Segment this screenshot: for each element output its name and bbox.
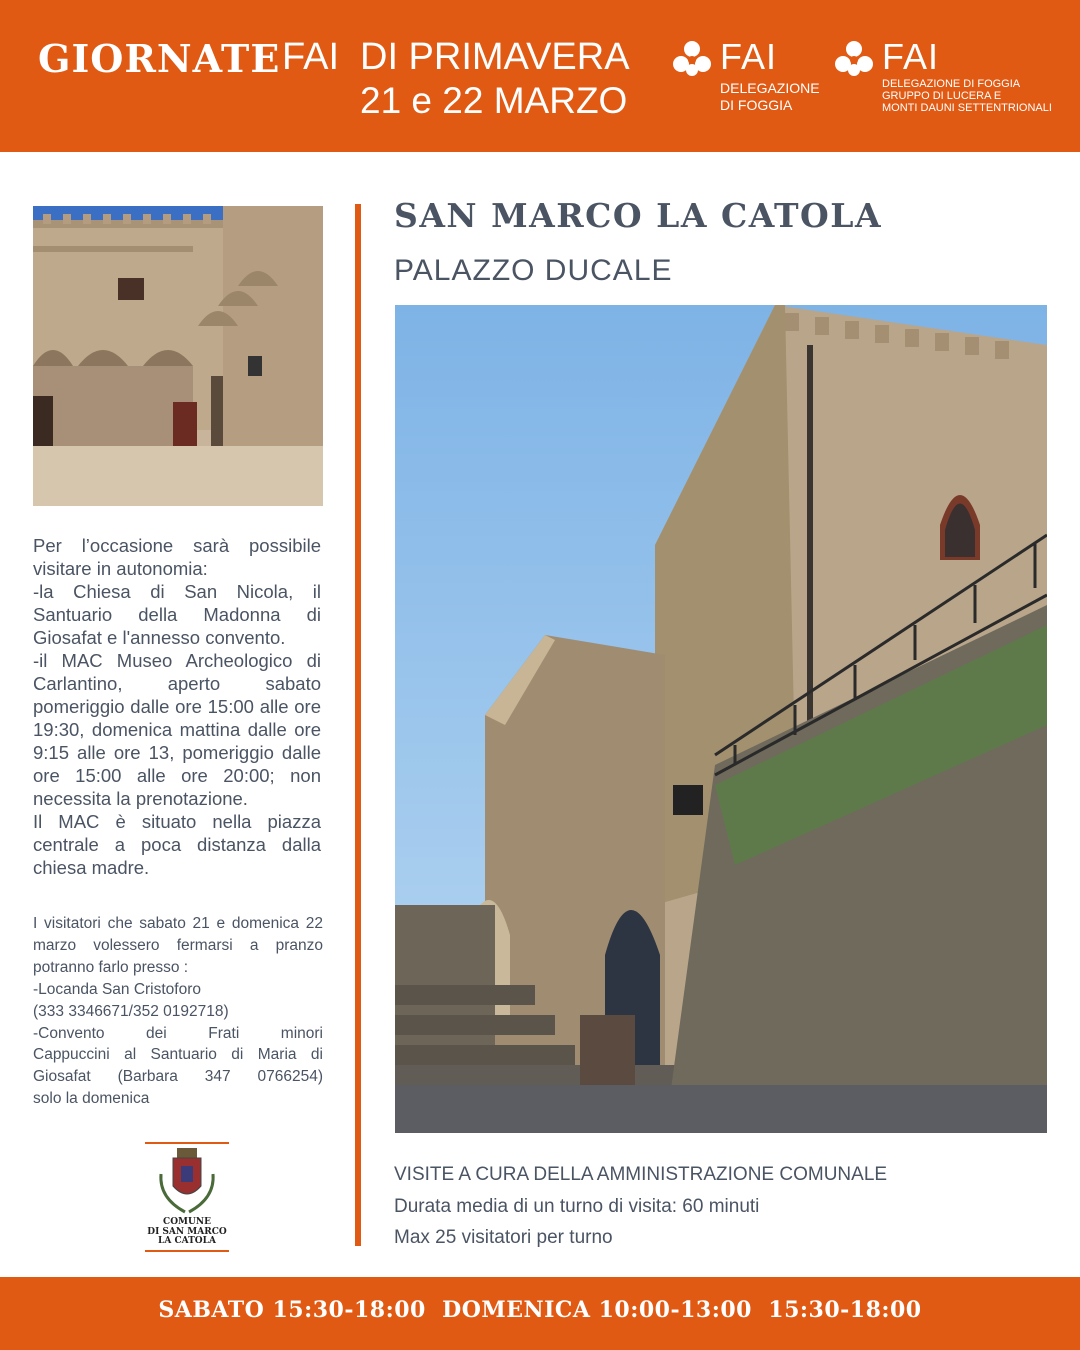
lunch-option-2-line3: Giosafat (Barbara 347 0766254) xyxy=(33,1068,323,1086)
fai-flower-icon xyxy=(672,40,712,80)
logo1-name: FAI xyxy=(720,36,778,77)
footer-banner xyxy=(0,1277,1080,1350)
municipality-emblem xyxy=(145,1142,229,1252)
visit-duration: Durata media di un turno di visita: 60 minuti xyxy=(394,1195,760,1217)
header-word-giornate: GIORNATE xyxy=(38,36,281,81)
page-title: SAN MARCO LA CATOLA xyxy=(394,196,883,235)
visit-organizer: VISITE A CURA DELLA AMMINISTRAZIONE COMUNALE xyxy=(394,1164,888,1185)
emblem-line2: DI SAN MARCO xyxy=(147,1226,227,1237)
logo2-subtitle xyxy=(882,78,1052,114)
lunch-option-2-line4: solo la domenica xyxy=(33,1090,150,1108)
lunch-intro: I visitatori che sabato 21 e domenica 22 marzo volessero fermarsi a pranzo potranno farlo presso : xyxy=(33,915,323,976)
opening-hours: SABATO 15:30-18:00 DOMENICA 10:00-13:00 15:30-18:00 xyxy=(158,1297,922,1323)
info-paragraph: Per l’occasione sarà possibile visitare in autonomia: xyxy=(33,535,321,579)
fai-foggia-logo xyxy=(672,38,832,118)
lunch-option-2-line1: -Convento dei Frati minori xyxy=(33,1024,323,1042)
header-word-primavera: DI PRIMAVERA xyxy=(360,36,630,78)
lunch-option-1: -Locanda San Cristoforo xyxy=(33,980,202,998)
logo1-sub-line1: DELEGAZIONE xyxy=(720,80,820,96)
info-paragraph: Il MAC è situato nella piazza centrale a poca distanza dalla chiesa madre. xyxy=(33,811,321,878)
header-banner xyxy=(0,0,1080,152)
visit-details xyxy=(394,1164,887,1259)
logo2-sub-line3: MONTI DAUNI SETTENTRIONALI xyxy=(882,102,1052,114)
header-dates: 21 e 22 MARZO xyxy=(360,80,628,121)
fai-flower-icon xyxy=(834,40,874,80)
fai-lucera-logo xyxy=(834,38,1074,118)
info-paragraph: -il MAC Museo Archeologico di Carlantino, aperto sabato pomeriggio dalle ore 15:00 alle ore 19:30, domenica mattina dalle ore 9:15 alle ore 13, pomeriggio dalle ore 15:00 alle ore 20:00; non necessita la prenotazione. xyxy=(33,650,321,809)
logo1-sub-line2: DI FOGGIA xyxy=(720,97,793,113)
tower-castle-photo xyxy=(395,305,1047,1133)
emblem-top-rule xyxy=(145,1142,229,1144)
emblem-caption xyxy=(145,1218,229,1247)
logo2-sub-line2: GRUPPO DI LUCERA E xyxy=(882,90,1002,102)
info-paragraph: -la Chiesa di San Nicola, il Santuario della Madonna di Giosafat e l'annesso convento. xyxy=(33,581,321,648)
vertical-divider xyxy=(355,204,361,1246)
logo2-name: FAI xyxy=(882,36,940,77)
logo1-subtitle xyxy=(720,80,820,114)
lunch-info-text xyxy=(33,913,323,1110)
courtyard-photo xyxy=(33,206,323,506)
visit-info-text xyxy=(33,534,321,879)
visit-capacity: Max 25 visitatori per turno xyxy=(394,1227,613,1248)
emblem-bottom-rule xyxy=(145,1250,229,1252)
lunch-option-2-line2: Cappuccini al Santuario di Maria di xyxy=(33,1046,323,1064)
municipal-crest-icon xyxy=(145,1146,229,1220)
logo2-sub-line1: DELEGAZIONE DI FOGGIA xyxy=(882,78,1021,90)
emblem-line1: COMUNE xyxy=(163,1217,211,1227)
header-word-fai: FAI xyxy=(282,36,340,78)
emblem-line3: LA CATOLA xyxy=(158,1236,216,1246)
lunch-option-1-phone: (333 3346671/352 0192718) xyxy=(33,1002,229,1020)
page-subtitle: PALAZZO DUCALE xyxy=(394,254,673,287)
